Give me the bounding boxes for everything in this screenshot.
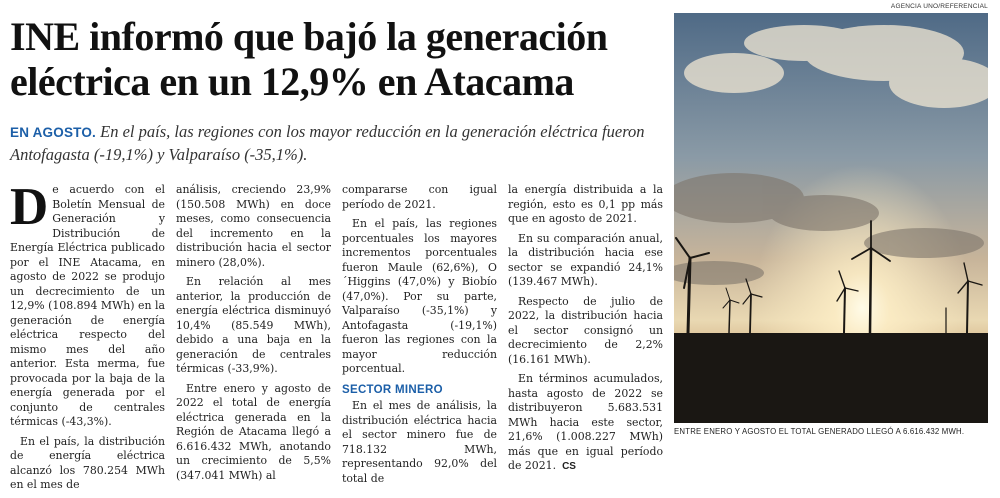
deck-text: En el país, las regiones con los mayor reducción en la generación eléctrica fueron Antofagasta (-19,1%) y Valparaíso (-35,1%). [10,122,645,164]
paragraph: la energía distribuida a la región, esto es 0,1 pp más que en agosto de 2021. [508,183,663,225]
paragraph: Respecto de julio de 2022, la distribución hacia el sector consignó un decrecimiento de 2,2% (16.161 MWh). [508,294,663,366]
paragraph: compararse con igual período de 2021. [342,183,497,211]
photo-credit: AGENCIA UNO/REFERENCIAL [890,3,988,10]
column-4 [508,183,663,480]
paragraph: Entre enero y agosto de 2022 el total de energía eléctrica generada en la Región de Atacama llegó a 6.616.432 MWh, anotando un crecimiento de 5,5% (347.041 MWh) al [176,381,331,482]
column-1 [10,178,165,498]
subhead-sector-minero: SECTOR MINERO [342,383,443,396]
column-3 [342,183,497,491]
deck-kicker: EN AGOSTO. [10,125,97,140]
column-2 [176,183,331,488]
paragraph: análisis, creciendo 23,9% (150.508 MWh) en doce meses, como consecuencia del incremento en la distribución hacia el sector minero (28,0%). [176,183,331,269]
drop-cap: D [10,178,49,236]
headline: INE informó que bajó la generación eléctrica en un 12,9% en Atacama [10,14,608,104]
paragraph: En su comparación anual, la distribución hacia ese sector se expandió 24,1% (139.467 MWh). [508,231,663,288]
paragraph: De acuerdo con el Boletín Mensual de Generación y Distribución de Energía Eléctrica publicado por el INE Atacama, en agosto de 2022 se produjo un decrecimiento de un 12,9% (108.894 MWh) en la generación de energía eléctrica respecto del mismo mes del año anterior. Esta merma, fue provocada por la baja de la energía generada por el conjunto de centrales térmicas (-43,3%). [10,178,165,428]
deck [10,121,660,166]
paragraph: En relación al mes anterior, la producción de energía eléctrica disminuyó 10,4% (85.549 MWh), debido a una baja en la generación de centrales térmicas (-33,9%). [176,275,331,375]
paragraph: En el país, las regiones porcentuales los mayores incrementos porcentuales fueron Maule (62,6%), O´Higgins (47,0%) y Biobío (47,0%). Por su parte, Valparaíso (-35,1%) y Antofagasta (-19,1%) fueron las regiones con la mayor reducción porcentual. [342,217,497,375]
end-mark: CS [562,461,576,472]
photo-wind-turbines [674,13,988,423]
paragraph: En términos acumulados, hasta agosto de 2022 se distribuyeron 5.683.531 MWh hacia este sector, 21,6% (1.008.227 MWh) más que en igual período de 2021. CS [508,372,663,472]
paragraph: En el mes de análisis, la distribución eléctrica hacia el sector minero fue de 718.132 MWh, representando 92,0% del total de [342,399,497,485]
paragraph: En el país, la distribución de energía eléctrica alcanzó los 780.254 MWh en el mes de [10,434,165,491]
photo-caption: ENTRE ENERO Y AGOSTO EL TOTAL GENERADO LLEGÓ A 6.616.432 MWH. [674,427,965,436]
